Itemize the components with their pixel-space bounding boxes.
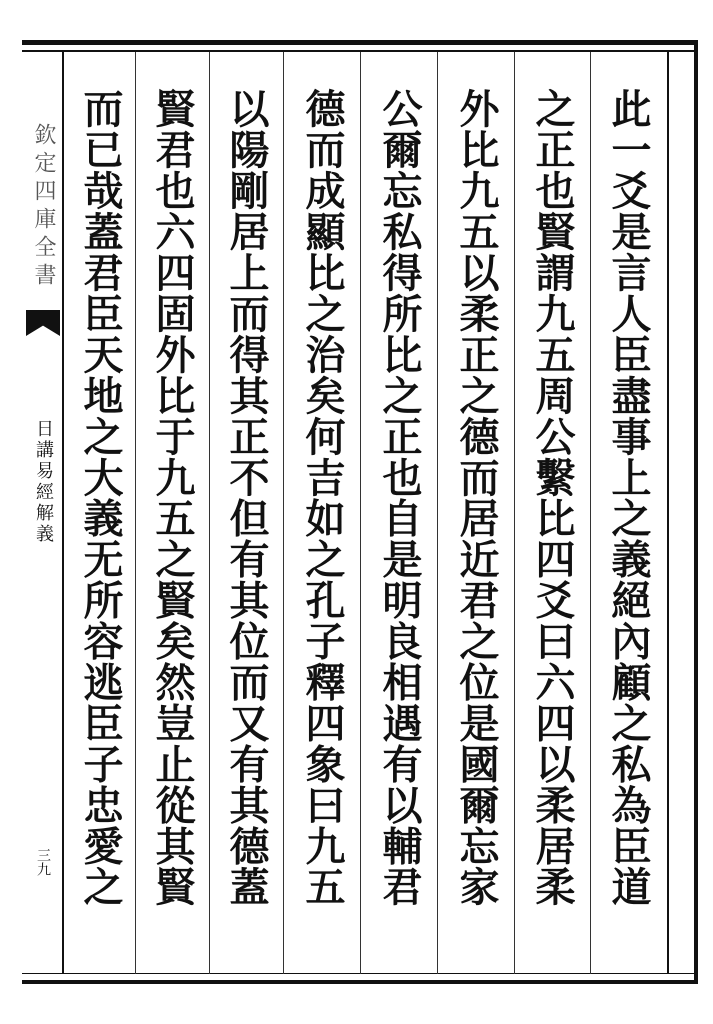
text-column-1: 此一爻是言人臣盡事上之義絕內顧之私為臣道 — [605, 88, 652, 907]
top-border — [22, 40, 698, 45]
text-column-6: 以陽剛居上而得其正不但有其位而又有其德蓋 — [223, 88, 270, 907]
page-margin — [24, 52, 62, 974]
text-column-7: 賢君也六四固外比于九五之賢矣然豈止從其賢 — [149, 88, 196, 907]
bottom-border — [22, 980, 698, 984]
text-column-2: 之正也賢謂九五周公繫比四爻曰六四以柔居柔 — [529, 88, 576, 907]
text-column-8: 而已哉蓋君臣天地之大義无所容逃臣子忠愛之 — [77, 88, 124, 907]
right-border — [694, 40, 698, 984]
column-rule — [135, 52, 136, 974]
book-title: 日講易經解義 — [33, 419, 54, 545]
column-rule — [437, 52, 438, 974]
text-column-3: 外比九五以柔正之德而居近君之位是國爾忘家 — [453, 88, 500, 907]
column-rule — [209, 52, 210, 974]
column-rule — [360, 52, 361, 974]
right-border-inner — [667, 52, 669, 974]
page-number: 三九 — [35, 848, 51, 876]
gutter-divider — [62, 52, 64, 974]
faded-header: 欽定四庫全書 — [31, 123, 56, 291]
column-rule — [283, 52, 284, 974]
column-rule — [514, 52, 515, 974]
text-column-4: 公爾忘私得所比之正也自是明良相遇有以輔君 — [376, 88, 423, 907]
column-rule — [590, 52, 591, 974]
text-column-5: 德而成顯比之治矣何吉如之孔子釋四象曰九五 — [299, 88, 346, 907]
